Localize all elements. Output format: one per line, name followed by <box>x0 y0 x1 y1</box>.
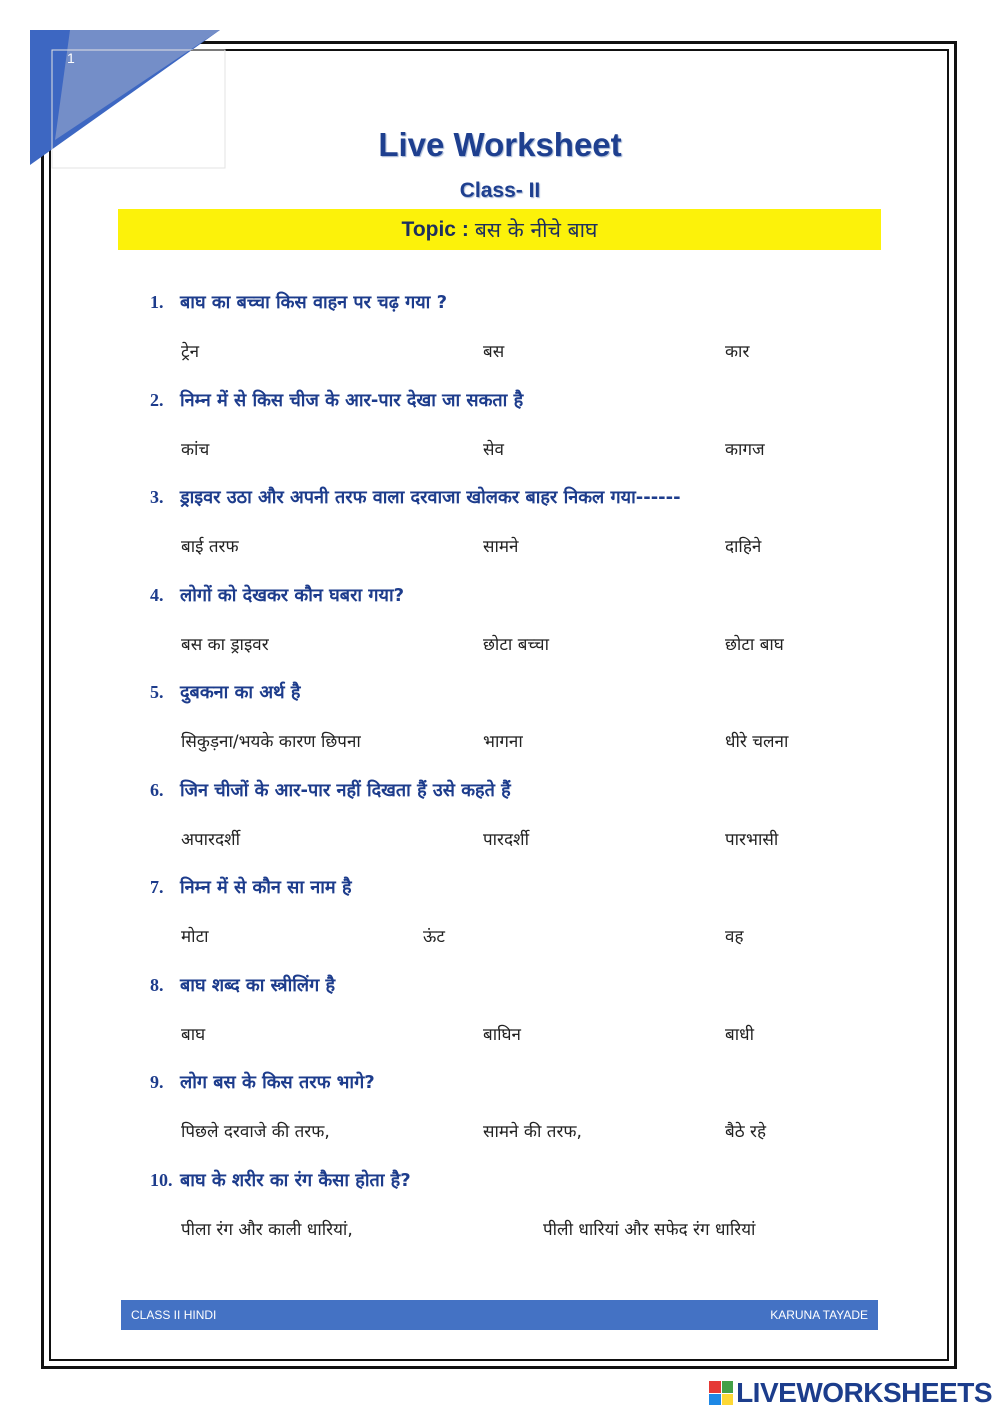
question-number: 6. <box>150 779 164 800</box>
answer-option[interactable]: पारदर्शी <box>483 829 530 850</box>
question-number: 8. <box>150 974 164 995</box>
question-text: ड्राइवर उठा और अपनी तरफ वाला दरवाजा खोलकर बाहर निकल गया------ <box>180 487 681 508</box>
question-number: 1. <box>150 292 164 312</box>
answer-option[interactable]: पिछले दरवाजे की तरफ, <box>181 1122 330 1142</box>
question-text: बाघ का बच्चा किस वाहन पर चढ़ गया ? <box>180 292 448 313</box>
question-5 <box>150 680 300 704</box>
answer-option[interactable]: सामने की तरफ, <box>483 1122 582 1142</box>
answer-option[interactable]: छोटा बच्चा <box>483 634 550 655</box>
liveworksheets-logo-icon <box>709 1381 733 1405</box>
class-label: Class- II <box>459 179 541 202</box>
question-text: लोगों को देखकर कौन घबरा गया? <box>180 584 405 606</box>
question-number: 5. <box>150 682 164 702</box>
answer-option[interactable]: धीरे चलना <box>725 732 789 752</box>
worksheet-title: Live Worksheet <box>378 126 622 163</box>
topic-label: Topic : <box>401 217 469 241</box>
footer-bar <box>121 1300 878 1330</box>
question-3 <box>150 485 681 509</box>
question-number: 4. <box>150 584 164 605</box>
answer-option[interactable]: भागना <box>483 732 523 752</box>
question-2 <box>150 388 523 412</box>
answer-option[interactable]: बस का ड्राइवर <box>181 634 269 655</box>
brand-text: LIVEWORKSHEETS <box>736 1377 992 1408</box>
answer-option[interactable]: ट्रेन <box>181 342 200 362</box>
question-text: दुबकना का अर्थ है <box>180 682 301 703</box>
question-text: लोग बस के किस तरफ भागे? <box>180 1072 375 1093</box>
question-number: 9. <box>150 1072 164 1092</box>
answer-option[interactable]: पीली धारियां और सफेद रंग धारियां <box>543 1219 756 1240</box>
page-number: 1 <box>67 50 75 66</box>
question-text: बाघ शब्द का स्त्रीलिंग है <box>180 974 336 996</box>
answer-option[interactable]: पारभासी <box>725 829 779 850</box>
question-8 <box>150 973 335 997</box>
answer-option[interactable]: सेव <box>483 439 504 460</box>
answer-option[interactable]: सिकुड़ना/भयके कारण छिपना <box>181 732 361 752</box>
question-text: जिन चीजों के आर-पार नहीं दिखता हैं उसे कहते हैं <box>180 779 511 801</box>
answer-option[interactable]: कार <box>725 342 750 362</box>
topic-bar <box>118 209 881 250</box>
question-number: 7. <box>150 877 164 897</box>
answer-option[interactable]: छोटा बाघ <box>725 634 784 655</box>
answer-option[interactable]: बाघिन <box>483 1024 521 1045</box>
footer-author: KARUNA TAYADE <box>770 1308 868 1322</box>
question-number: 3. <box>150 487 164 507</box>
answer-option[interactable]: दाहिने <box>725 537 762 557</box>
answer-option[interactable]: मोटा <box>181 927 209 947</box>
answer-option[interactable]: बाघ <box>181 1024 206 1045</box>
question-9 <box>150 1070 375 1094</box>
answer-option[interactable]: अपारदर्शी <box>181 829 240 850</box>
answer-option[interactable]: पीला रंग और काली धारियां, <box>181 1219 353 1240</box>
answer-option[interactable]: बस <box>483 342 505 362</box>
answer-option[interactable]: बाधी <box>725 1024 754 1045</box>
footer-class: CLASS II HINDI <box>131 1308 217 1322</box>
answer-option[interactable]: कागज <box>725 439 765 460</box>
question-number: 10. <box>150 1169 173 1190</box>
answer-option[interactable]: बाई तरफ <box>181 537 239 557</box>
question-number: 2. <box>150 389 164 410</box>
answer-option[interactable]: सामने <box>483 537 519 557</box>
answer-option[interactable]: कांच <box>181 439 210 460</box>
question-6 <box>150 778 511 802</box>
topic-value: बस के नीचे बाघ <box>474 217 598 242</box>
answer-option[interactable]: वह <box>725 927 744 947</box>
question-text: निम्न में से कौन सा नाम है <box>180 877 352 898</box>
question-4 <box>150 583 404 607</box>
question-text: निम्न में से किस चीज के आर-पार देखा जा सकता है <box>180 389 524 411</box>
answer-option[interactable]: बैठे रहे <box>725 1122 766 1142</box>
question-7 <box>150 875 352 899</box>
question-10 <box>150 1168 411 1192</box>
answer-option[interactable]: ऊंट <box>423 927 445 947</box>
question-text: बाघ के शरीर का रंग कैसा होता है? <box>180 1169 411 1191</box>
question-1 <box>150 290 447 314</box>
liveworksheets-brand[interactable] <box>709 1377 992 1409</box>
